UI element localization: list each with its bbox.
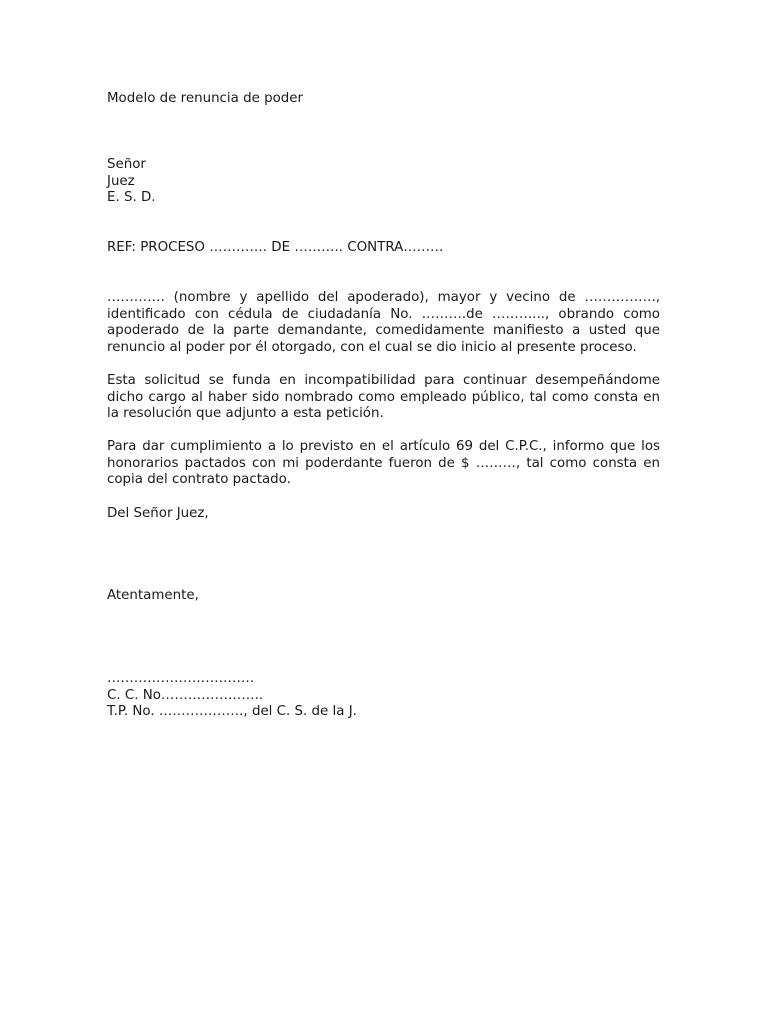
paragraph-text: Para dar cumplimiento a lo previsto en el artículo 69 del C.P.C., informo que los honorarios pactados con mi poderdante fueron de $ ………, tal como consta en copia del contrato pactado. (107, 439, 660, 488)
closing-text: Atentamente, (107, 588, 199, 603)
paragraph-text: Esta solicitud se funda en incompatibilidad para continuar desempeñándome dicho cargo al haber sido nombrado como empleado público, tal como consta en la resolución que adjunto a esta petición. (107, 373, 660, 422)
body-paragraph-1 (107, 290, 660, 356)
recipient-line-2: Juez (107, 173, 135, 189)
professional-card-line: T.P. No. ………………., del C. S. de la J. (107, 704, 357, 720)
salutation (107, 506, 660, 523)
body-paragraph-3 (107, 439, 660, 489)
salutation-text: Del Señor Juez, (107, 506, 209, 521)
reference-text: REF: PROCESO …………. DE ……….. CONTRA……… (107, 240, 444, 255)
recipient-line-3: E. S. D. (107, 190, 156, 206)
signature-line: …………………………… (107, 671, 255, 686)
recipient-line-1: Señor (107, 157, 146, 172)
body-paragraph-2 (107, 373, 660, 423)
closing (107, 588, 660, 605)
title-text: Modelo de renuncia de poder (107, 91, 304, 106)
document-title (107, 91, 660, 108)
id-number-line: C. C. No………………….. (107, 687, 264, 703)
reference-line (107, 240, 660, 257)
signature-block (107, 671, 660, 721)
paragraph-text: …………. (nombre y apellido del apoderado), mayor y vecino de ……………., identificado con cédula de ciudadanía No. ……….de ………..., obrando como apoderado de la parte demandante, comedidamente manifiesto a usted que renuncio al poder por él otorgado, con el cual se dio inicio al presente proceso. (107, 290, 660, 355)
recipient-block (107, 157, 660, 207)
